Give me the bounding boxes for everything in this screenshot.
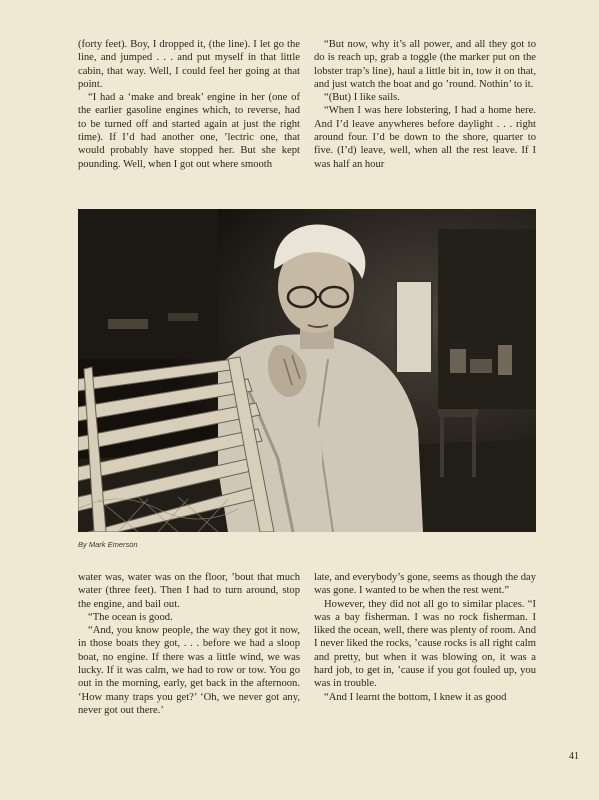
page-number: 41	[569, 751, 579, 762]
text-column-top-left	[78, 38, 300, 171]
paragraph: “And I learnt the bottom, I knew it as good	[324, 691, 507, 703]
paragraph: (forty feet). Boy, I dropped it, (the line). I let go the line, and jumped . . . and put myself in that little cabin, that way. Well, I could feel her going at that point.	[78, 39, 300, 90]
paragraph: “But now, why it’s all power, and all they got to do is reach up, grab a toggle (the marker put on the lobster trap’s line), haul a little bit in, tow it on that, and just watch the boat and go ’round. Nothin’ to it.	[314, 39, 536, 90]
paragraph: late, and everybody’s gone, seems as though the day was gone. I wanted to be when the rest went.”	[314, 572, 536, 597]
paragraph: “(But) I like sails.	[324, 92, 400, 104]
paragraph: “And, you know people, the way they got it now, in those boats they got, . . . before we had a sloop boat, no engine. If there was a little wind, we was lucky. If it was calm, we had to row or tow. You go out in the morning, early, get back in the afternoon. ‘How many traps you get?’ ‘Oh, we never got any, never got out there.’	[78, 625, 300, 716]
paragraph: “When I was here lobstering, I had a home here. And I’d leave anywheres before daylight . . . right around four. I’d be down to the shore, quarter to five. (I’d) leave, well, when all the rest leave. If I was half an hour	[314, 105, 536, 170]
text-column-bottom-right	[314, 571, 536, 704]
paragraph: “I had a ‘make and break’ engine in her (one of the earlier gasoline engines which, to reverse, had to be turned off and started again at just the right time). If I’d had another one, ’lectric one, that would probably have stopped her. But she kept pounding. Well, when I got out where smooth	[78, 92, 300, 170]
text-column-bottom-left	[78, 571, 300, 717]
text-column-top-right	[314, 38, 536, 171]
photo-caption: By Mark Emerson	[78, 540, 138, 549]
paragraph: “The ocean is good.	[88, 611, 173, 623]
portrait-photo	[78, 209, 536, 532]
paragraph: However, they did not all go to similar places. “I was a bay fisherman. I was no rock fisherman. I liked the ocean, well, there was plenty of room. And I never liked the rocks, ’cause rocks is all right calm and pretty, but when it was blowing on, it was a hard job, to get in, ’cause if you got fouled up, you was in trouble.	[314, 598, 536, 690]
paragraph: water was, water was on the floor, ’bout that much water (three feet). Then I had to turn around, stop the engine, and bail out.	[78, 572, 300, 610]
